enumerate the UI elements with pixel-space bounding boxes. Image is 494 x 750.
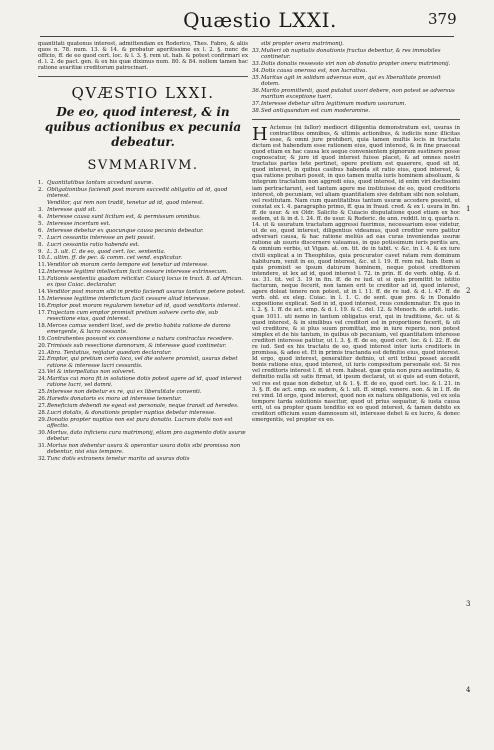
item-text: Interesse non debetur ex re, qui ex liberalitate conventi. [47,389,202,396]
header-rule [40,36,454,37]
item-number: 30. [38,429,47,436]
summarium-item [38,389,248,395]
item-text: Maritus cui mora fit in solutione dotis potest agere ad id, quod interest ratione lucri, vel damni. [47,376,242,389]
item-text: Interesse legitimi intellectum facit cessare interesse extrinsecum. [47,269,228,276]
item-text: L. ultim. ff. de pec. & comm. cet vend. explicatur. [47,255,183,262]
summarium-continued-list [252,41,460,114]
margin-note: 4 [466,686,471,694]
summarium-item [38,396,248,402]
item-number: 36. [252,87,261,94]
item-number: 7. [38,234,44,241]
item-text: Interesse causa sunt licitum est, & permissum omnibus. [47,214,201,221]
item-number: 4. [38,214,44,221]
item-number: 16. [38,302,47,309]
item-number: 15. [38,296,47,303]
running-title: Quæstio LXXI. [183,8,337,32]
item-text: Quantitatibus tantum accedunt usuræ. [47,180,154,187]
carryover-text: quantitati quatenus interest, admittendam ex Roderico, Thes. Fabro, & aliis quos n. 78. num. 13. & 14. & probatur aperitissime ex l. 2. §. nunc de officio, ff. de eo quod cert. loc. & l. 3. §. rem ut. hab. & potest confirmari ex d. l. 2. de pact. gen. & ex his quæ diximus num. 80. & 84. nollem tamen hac ratione avaritiæ creditorum patrocinari. [38,41,248,72]
item-number: 22. [38,356,47,363]
margin-note: 2 [466,287,471,295]
item-number: 19. [38,335,47,342]
summarium-list [38,180,248,461]
summarium-item [252,75,460,87]
item-number: 31. [38,442,47,449]
summarium-item [38,214,248,220]
summarium-item [38,276,248,288]
item-number: 37. [252,100,261,107]
summarium-item [252,61,460,67]
quaestio-title: QVÆSTIO LXXI. [71,84,215,103]
summarium-item [38,350,248,356]
summarium-item [38,376,248,388]
item-text: Contrahentes possunt ex conventione a natura contractus recedere. [47,335,234,342]
item-number: 3. [38,207,44,214]
summarium-item [38,410,248,416]
summarium-item [38,228,248,234]
item-number: 33. [252,60,261,67]
item-text: Venditor, qui rem non tradit, tenetur ad id, quod interest. [47,200,204,207]
summarium-item [38,417,248,429]
summarium-item [252,108,460,114]
summarium-item [38,255,248,261]
item-number: 11. [38,262,47,269]
item-text: Trajectam cum emptor promisit pretium solvere certo die, sub resectione eius, quod interest. [47,309,218,322]
item-number: 33. [252,47,261,54]
summarium-item [38,221,248,227]
summarium-item [38,207,248,213]
summarium-item [38,343,248,349]
item-text: Mortus non debentur usura & operantur usura dotis sibi promissa non debentur, nisi eius tempore. [47,442,241,455]
item-number: 6. [38,227,44,234]
body-divider [252,119,460,120]
item-number: 35. [252,74,261,81]
left-column [38,41,248,463]
item-text: Mulieri ob nuptialis donationis fructus debentur, & res immobiles continetur. [261,47,441,60]
summarium-item [38,303,248,309]
summarium-item [38,235,248,241]
item-text: Tunc dotis extranens tenetur marito ad usuras dotis [47,455,190,462]
section-divider [38,76,248,77]
item-number: 18. [38,322,47,329]
summarium-item [38,430,248,442]
summarium-item [252,68,460,74]
item-text: Sed antiquandum est cum moderamine. [261,107,371,114]
item-number: 8. [38,241,44,248]
item-text: Fationis sententia quadam relicitur. Cuiacij locus in tract. 8. ad African. ex ipso Cuiac. declaratur. [47,276,243,289]
item-text: Emptor post moram regularem tenetur ad id, quod venditoris interest. [47,302,241,309]
item-number: 17. [38,309,47,316]
item-text: Mortus, dato inficiens cura matrimonij, etiam pro augmento dotis usuræ debetur. [47,429,246,442]
summarium-item [38,289,248,295]
summarium-item [252,48,460,60]
item-number: 2. [38,187,44,194]
summarium-item [38,296,248,302]
summarium-item [38,336,248,342]
item-number: 21. [38,349,47,356]
item-text: Donatio propter nuptias non est pura donatio. Lucrum dotis non est affectio. [47,416,233,429]
item-text: Venditor ob moram certo tempore est tenetur ad interesse. [47,262,209,269]
summarium-item [38,443,248,455]
item-text: Lucri cessantis ratio habenda est. [47,241,140,248]
drop-cap: H [252,123,268,145]
summarium-item [38,180,248,186]
item-text: Dotis donatis ressessio viri non ob donatio propter onera matrimonij. [261,60,451,67]
item-number: 25. [38,389,47,396]
summarium-title: SVMMARIVM. [87,158,199,174]
summarium-item [252,101,460,107]
body-text [252,125,460,424]
item-text: Dotis causa onerosa est, non lucrativa. [261,67,368,74]
item-number: 5. [38,221,44,228]
item-text: Maritus agit in solidum adversus eum, qui ex liberalitate promisit dotem. [261,74,441,87]
item-number: 12. [38,269,47,276]
item-number: 20. [38,342,47,349]
item-number: 1. [38,180,44,187]
summarium-item [38,187,248,199]
item-number: 34. [252,67,261,74]
item-text: Interesse debetur ultra legitimum modum usurarum. [261,100,407,107]
item-number: 26. [38,396,47,403]
item-text: Trimissis sub resectione damnorum, & interesse quod continetur. [47,342,227,349]
item-number: 27. [38,403,47,410]
summarium-item [252,88,460,100]
item-number: 32. [38,455,47,462]
summarium-item [38,456,248,462]
item-text: Vel & interpellatus non solveret. [47,369,136,376]
item-text: Beneficium debendi ne egeat est personale, neque transit ad heredes. [47,403,239,410]
summarium-item [38,369,248,375]
item-number: 13. [38,276,47,283]
summarium-item [38,242,248,248]
item-text: Merces camus venderi licet, sed de pretio habita ratione de damno emergente, & lucro cessante. [47,322,231,335]
right-column [252,41,460,424]
item-number: 24. [38,376,47,383]
item-text: Interesse legitime interdictum facit cessare aliud interesse. [47,296,211,303]
item-text: Interesse incertum est. [47,221,111,228]
item-text: Venditor post moram sibi in pretio faciendi usuras tantum petere potest. [47,289,246,296]
page-number: 379 [428,10,457,28]
summarium-item [38,403,248,409]
item-text: Lucri dotalis, & donationis propter nuptias debetur interesse. [47,409,216,416]
summarium-item [38,249,248,255]
item-text: Lucri cessantis interesse an peti possit. [47,234,156,241]
item-text: Emptor, qui pretium certo loco, vel die solvere promisit, usuras debet ratione & interesse lucri cessantis. [47,356,238,369]
margin-note: 3 [466,600,471,608]
body-paragraph: Actenus (ni fallor) mediocri diligentia demonstratum est, usuras in contractibus omnibus, & ultimis actionibus, & iudiciis nunc illicitas esse, & omni jure prohiberi, quia tamen multis locis in tractatu dictum est habendum esse rationem eius, quod interest, & in fine praeceat quod etiam ex hac causa lex aeque convenientem pignorum sustinere posse cognoscatur, & jure id quod interest fuisse placet, & ad omnes nostri tractatus partes tete pertinet, opere pretium est quaerere, quod sit id, quod interest, in quibus casibus habenda sit ratio eius, quod interest, & qua ratione probari possit, in quo tamen multa iuris hominem absoluam, & integrum tractatum non aggredi eius, quod interest, id enim viri doctissimi iam pertractarunt, sed tantum agere me instituisse de eo, quod creditoris interest, ob pecuniam, vel aliam quantitatem sive debitam sibi non solutam, vel restitutam. Nam cum quantitatibus tantum usuræ accedere possint, ut constat ex l. 4. paragrapho primo, ff. qua in fraud. cred. & ex l. usura in fin. ff. de usur. & ex Oldr. Salicito & Cuiacio disputatione quod etiam ex hoc sedem, ut & in d. l. 24. ff. de usur. & Roderic. de ann. reddit. in q. quarta n. 14. ut & usuratum tractatum aggressi fuerimus, necessarium esse videtur, ut de eo, quod interest, diligentius videamus, quod creditor vero patitur adversari causa, & hac ratione meliùs ad eas curas inveniendas usuræ ratione ab usuris discernere valeamus, in quo potissimum iuris peritis ars, & omnium verbis, ut Vigan. at. on. tit. de in tabit. v. &c. in l. 4. & ex iure civili explicat a in Theophilus, quia procurator cavet ratam rem dominum habiturum, venit in eo, quod interest, &c. ut l. 19. ff. rem rat. hab. Item si quis promisit se ipsum daturum hominem, neque potest creditorem intendere, ut lex ad id, quod interest l. 72. in prin. ff. de verb. oblig. & d. us. 31. tit. vel 3. 19 in fin. ff. de re iud. ut si quis promittit te istitio facturum, neque fecerit, non tamen erit te creditor ad id, quod interest, agere doleat tenere non potest, ut in l. 11. ff. de re iud. & d. l. 47. ff. de verb. obl. ex eleg. Cuiac. in l. 1. C. de sent. quæ pro. & in Donaldo expositione explicat. Sed in id, quod interest, reus condemnatur. Ex quo in l. 2. §. 1. ff. de act. emp. & d. l. 19. & C. del. 12. & Menoch. de arbit. iudic. quæ 1011. uti nemo in tantum obligatus erat, qui in traditione, &c. ut & quod interest, & in similibus vel creditori est in proportione fecerit, & uti vel creditore, & si plus suum promittat, imo in iure reperio, non potest simplex et de his tantum, in quibus ob pecuniam, vel quantitatem interesse creditori interesse patitur, ut l. 3. §. ff. de eo, quod cert. loc. & l. 22. ff. de re iud. Sed ex his tractatu de eo, quod interest inter iuris creditoris in promissa, & adeo et. Et in primis tractanda est definitio eius, quod interest. Id ergo, quod interest, generaliter definio, ut erit tribui posset accedit bonis ratione eius, quod interest, ut iuris compositum personale est. Si res vel creditoris interest l. ff. ut rem. habeat. quæ quia non pura aestimatio, & definitio nulla sit satis firmat, id ipsum declarat, ut si quis ad eum dotavit, vel res est quae non debetur, ut & 1. §. ff. de eo, quod cert. loc. & l. 21. in 3. §. ff. de act. emp. ex eadem, & l. ult. ff. simpl. venere. non. & in l. ff. de rei vind. Id ergo, quod interest, quod non ex natura obligationis, vel ex sola tempore tarda solutionis nascitur, quod ut prius sequatur, & iusta causa erit, ut ea propter quam tenditio ex eo quod interest, & tamen debito ex creditori officium suum damnosum sit, interesse debet & ex lucro, & donec emergentis, vel propter ex eo. [252,124,460,424]
item-text: L. 3. ult. C. de eo, quod cert. loc. sententia. [47,248,166,255]
item-text: Interesse debetur ex quocunque causa pecunia debeatur. [47,227,204,234]
item-text: Marito promittenti, quod putabat uxori debere, non potest se adversus maritum exceptione tueri. [261,87,455,100]
item-text: Interesse quid sit. [47,207,97,214]
summarium-item [38,262,248,268]
item-text: Haredis donatoris ex mora ad interesse tenentur. [47,396,182,403]
summarium-item [38,200,248,206]
item-number: 28. [38,409,47,416]
item-text: Abra. Tentatius, reijiatur quædam declaratur. [47,349,172,356]
item-number: 23. [38,369,47,376]
summarium-item [252,41,460,47]
item-text: sibi propter onera matrimonij. [261,41,344,47]
margin-note: 1 [466,205,471,213]
item-number: 14. [38,289,47,296]
summarium-item [38,310,248,322]
item-number: 29. [38,416,47,423]
summarium-item [38,269,248,275]
item-number: 10. [38,255,47,262]
item-text: Obligationibus faciendi post moram succedit obligatio ad id, quod interest. [47,187,228,200]
summarium-item [38,356,248,368]
quaestio-subtitle: De eo, quod interest, & in quibus actionibus ex pecunia debeatur. [44,105,242,150]
summarium-item [38,323,248,335]
item-number: 9. [38,248,44,255]
item-number: 38. [252,107,261,114]
